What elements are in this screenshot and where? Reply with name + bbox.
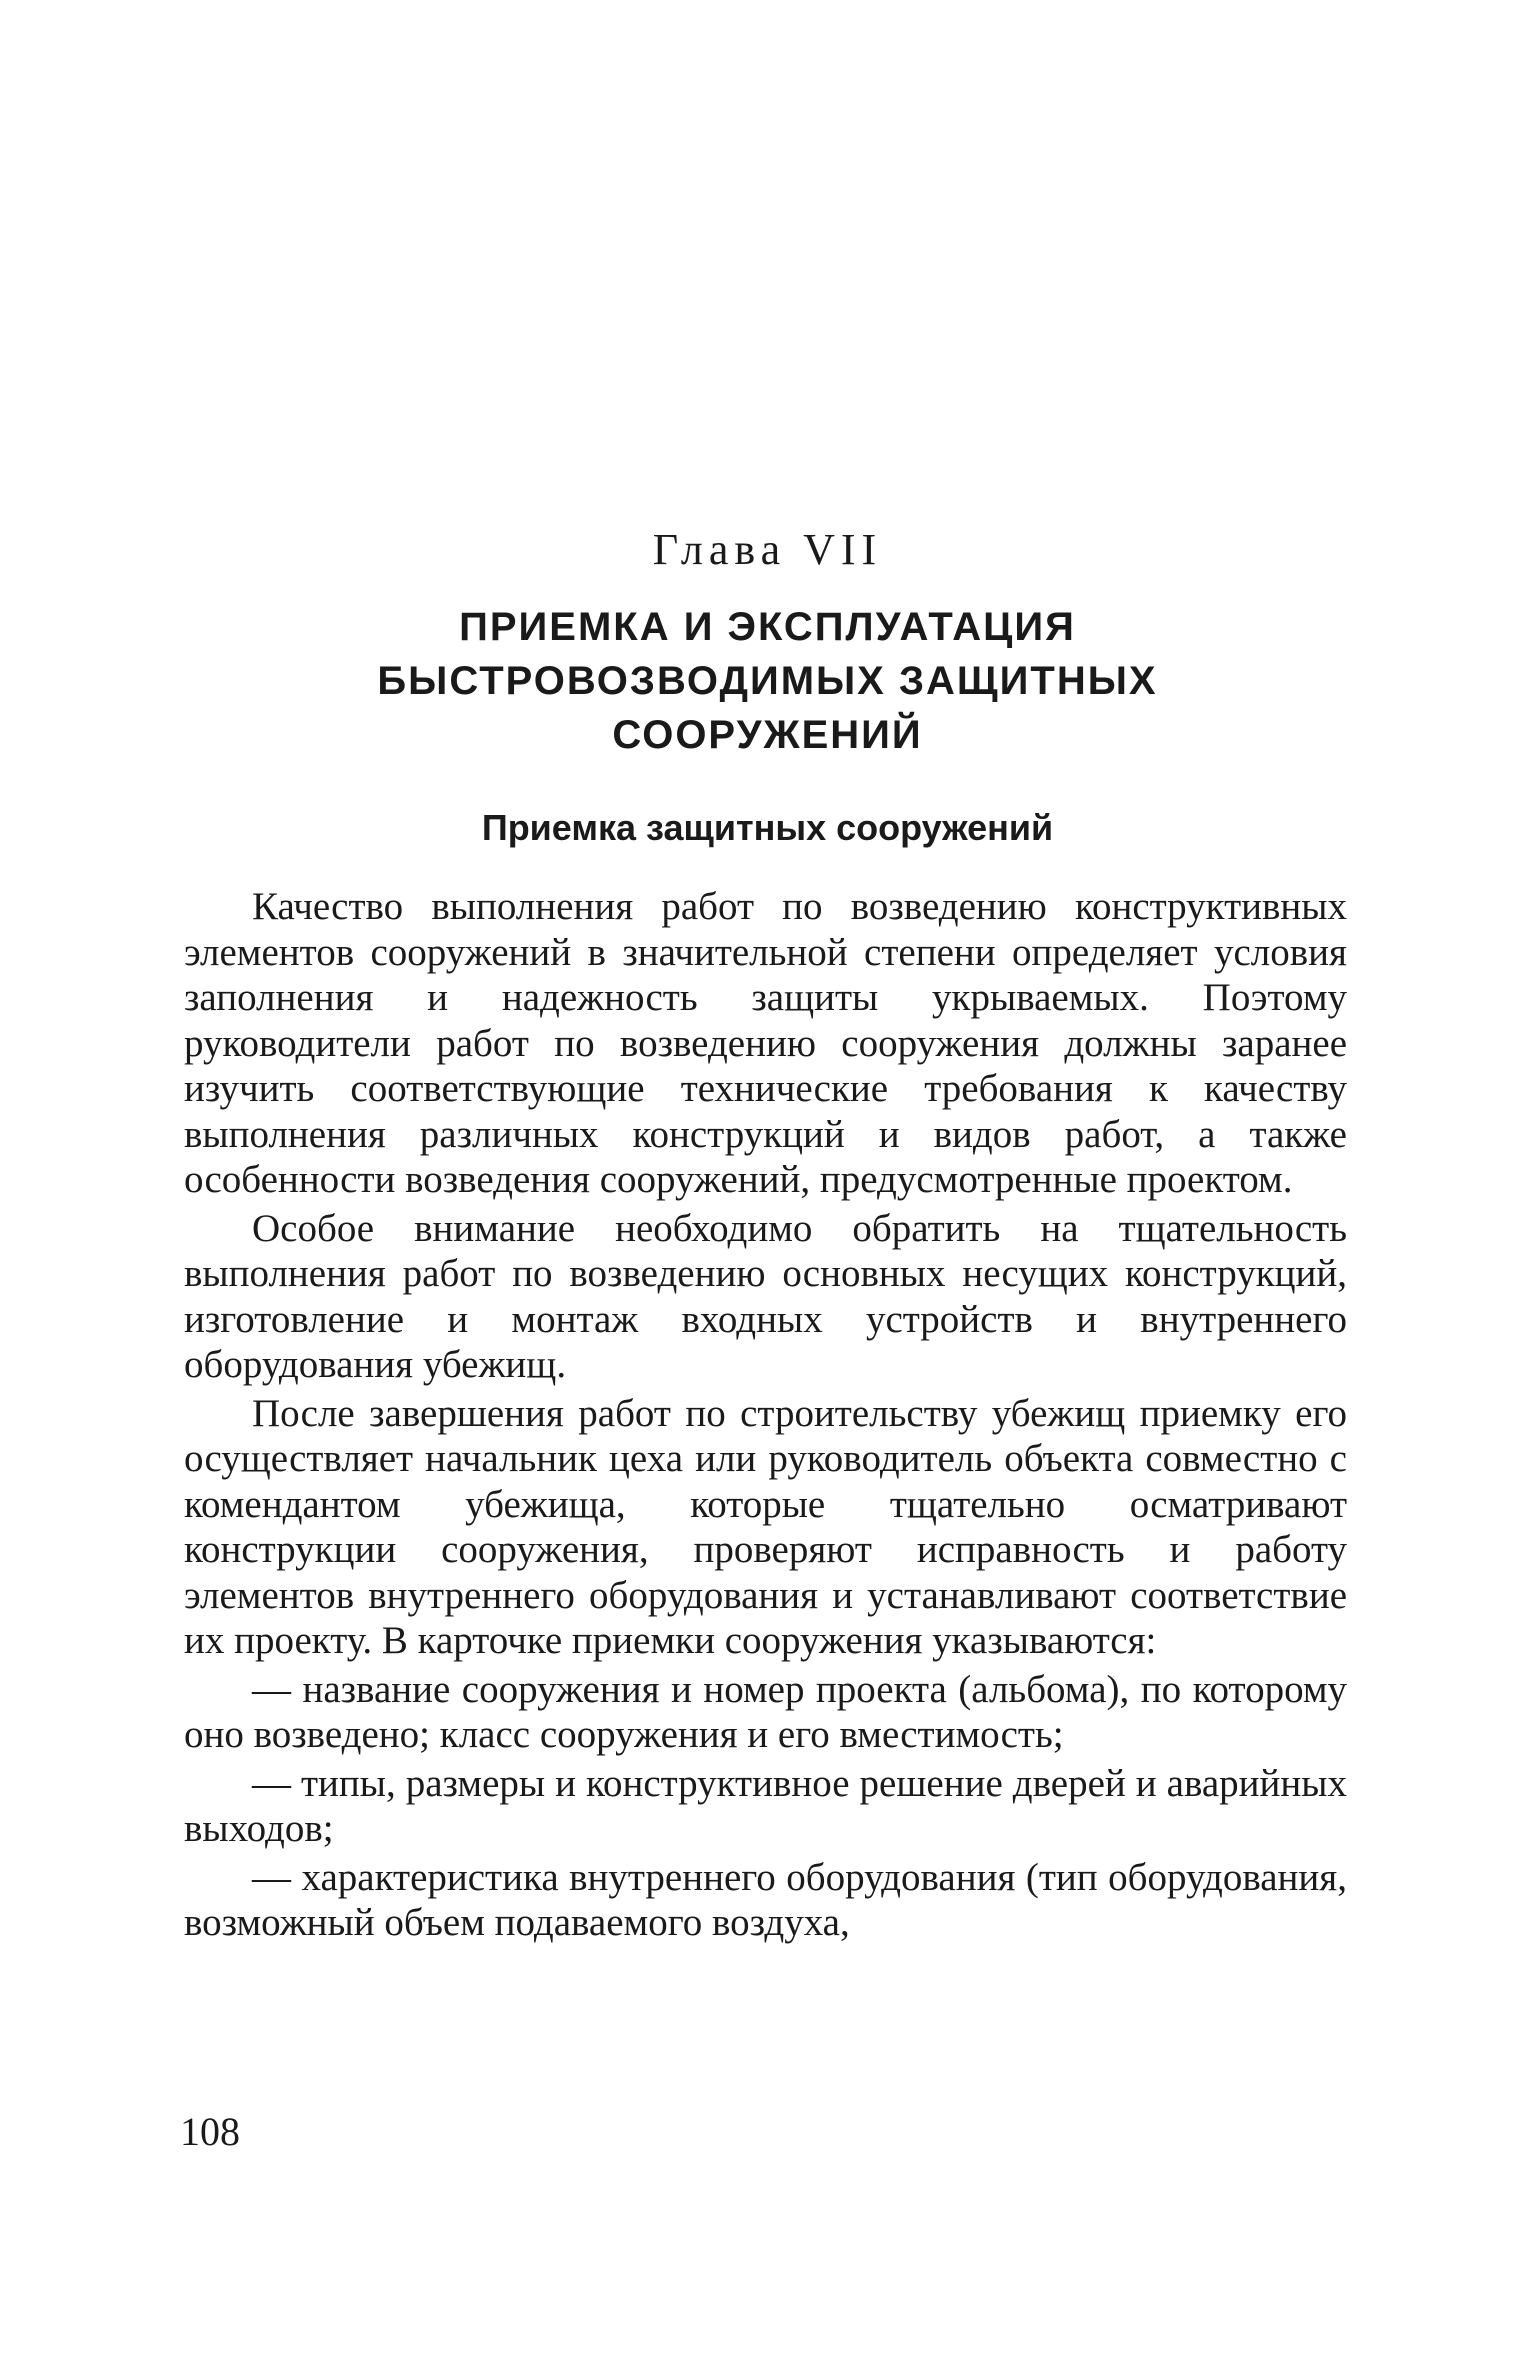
list-item: — типы, размеры и конструктивное решение дверей и аварийных выходов; — [184, 1761, 1347, 1850]
chapter-title — [0, 600, 1535, 762]
section-title: Приемка защитных сооружений — [481, 807, 1054, 848]
chapter-title-line: ПРИЕМКА И ЭКСПЛУАТАЦИЯ — [459, 605, 1076, 649]
chapter-title-line: СООРУЖЕНИЙ — [612, 713, 923, 757]
body-text — [184, 884, 1347, 1946]
chapter-title-line: БЫСТРОВОЗВОДИМЫХ ЗАЩИТНЫХ — [377, 659, 1158, 703]
list-item: — характеристика внутреннего оборудования (тип оборудования, возможный объем подаваемого воздуха, — [184, 1855, 1347, 1944]
paragraph: Особое внимание необходимо обратить на тщательность выполнения работ по возведению основных несущих конструкций, изготовление и монтаж входных устройств и внутреннего оборудования убежищ. — [184, 1206, 1347, 1386]
page-number: 108 — [180, 2109, 240, 2154]
paragraph: Качество выполнения работ по возведению конструктивных элементов сооружений в значительной степени определяет условия заполнения и надежность защиты укрываемых. Поэтому руководители работ по возведению сооружения должны заранее изучить соответствующие технические требования к качеству выполнения различных конструкций и видов работ, а также особенности возведения сооружений, предусмотренные проектом. — [184, 885, 1347, 1201]
chapter-label: Глава VII — [652, 525, 883, 574]
paragraph: После завершения работ по строительству убежищ приемку его осуществляет начальник цеха или руководитель объекта совместно с комендантом убежища, которые тщательно осматривают конструкции сооружения, проверяют исправность и работу элементов внутреннего оборудования и устанавливают соответствие их проекту. В карточке приемки сооружения указываются: — [184, 1391, 1347, 1662]
list-item: — название сооружения и номер проекта (альбома), по которому оно возведено; класс сооружения и его вместимость; — [184, 1667, 1347, 1756]
